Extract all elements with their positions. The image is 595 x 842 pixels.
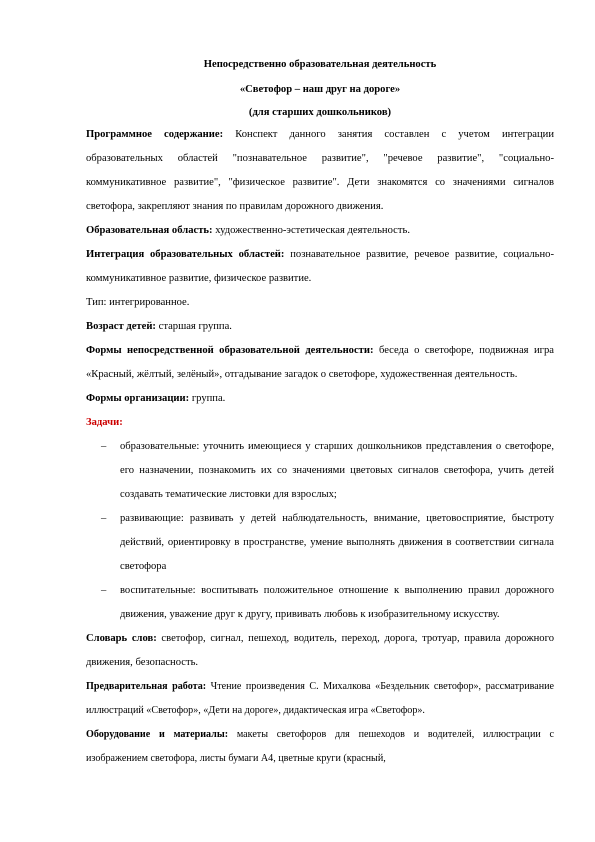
list-item (86, 507, 554, 579)
dash-bullet-icon: – (101, 441, 107, 452)
list-item (86, 579, 554, 627)
dash-bullet-icon: – (101, 585, 107, 596)
age-paragraph (86, 315, 554, 339)
vocab-text: светофор, сигнал, пешеход, водитель, переход, дорога, тротуар, правила дорожного движения, безопасность. (86, 633, 554, 668)
org-text: группа. (189, 393, 226, 404)
tasks-heading: Задачи: (86, 417, 123, 428)
program-label: Программное содержание: (86, 129, 224, 140)
prelim-paragraph (86, 675, 554, 723)
forms-label: Формы непосредственной образовательной деятельности: (86, 345, 374, 356)
org-paragraph (86, 387, 554, 411)
area-paragraph (86, 219, 554, 243)
title-line-2: «Светофор – наш друг на дороге» (239, 84, 401, 95)
title-line-3: (для старших дошкольников) (248, 107, 392, 118)
area-text: художественно-эстетическая деятельность. (212, 225, 410, 236)
program-paragraph (86, 123, 554, 219)
area-label: Образовательная область: (86, 225, 213, 236)
age-text: старшая группа. (155, 321, 232, 332)
integration-paragraph (86, 243, 554, 291)
integration-label: Интеграция образовательных областей: (86, 249, 285, 260)
org-label: Формы организации: (86, 393, 190, 404)
age-label: Возраст детей: (86, 321, 156, 332)
type-paragraph: Тип: интегрированное. (86, 297, 190, 308)
prelim-text: Чтение произведения С. Михалкова «Бездельник светофор», рассматривание иллюстраций «Светофор», «Дети на дороге», дидактическая игра «Светофор». (86, 681, 554, 716)
equip-text: макеты светофоров для пешеходов и водителей, иллюстрации с изображением светофора, листы бумаги А4, цветные круги (красный, (86, 729, 555, 764)
task-text: развивающие: развивать у детей наблюдательность, внимание, цветовосприятие, быстроту действий, ориентировку в пространстве, умение выполнять движения в соответствии сигнала светофора (120, 513, 554, 572)
list-item (86, 435, 554, 507)
tasks-list (86, 435, 554, 627)
forms-paragraph (86, 339, 554, 387)
vocab-paragraph (86, 627, 554, 675)
task-text: образовательные: уточнить имеющиеся у старших дошкольников представления о светофоре, его назначении, познакомить их со значениями цветовых сигналов светофора, учить детей создавать тематические листовки для взрослых; (120, 441, 554, 500)
equip-paragraph (86, 723, 554, 771)
title-line-1: Непосредственно образовательная деятельность (203, 59, 437, 70)
task-text: воспитательные: воспитывать положительное отношение к выполнению правил дорожного движения, уважение друг к другу, прививать любовь к изобразительному искусству. (120, 585, 554, 620)
vocab-label: Словарь слов: (86, 633, 157, 644)
prelim-label: Предварительная работа: (86, 681, 207, 692)
dash-bullet-icon: – (101, 513, 107, 524)
equip-label: Оборудование и материалы: (86, 729, 229, 740)
forms-text: беседа о светофоре, подвижная игра «Красный, жёлтый, зелёный», отгадывание загадок о светофоре, художественная деятельность. (86, 345, 554, 380)
integration-text: познавательное развитие, речевое развитие, социально-коммуникативное развитие, физическое развитие. (86, 249, 555, 284)
program-text: Конспект данного занятия составлен с учетом интеграции образовательных областей "познавательное развитие", "речевое развитие", "социально-коммуникативное развитие", "физическое развитие". Дети знакомятся со значениями сигналов светофора, закрепляют знания по правилам дорожного движения. (86, 129, 554, 212)
document-body (86, 123, 554, 771)
